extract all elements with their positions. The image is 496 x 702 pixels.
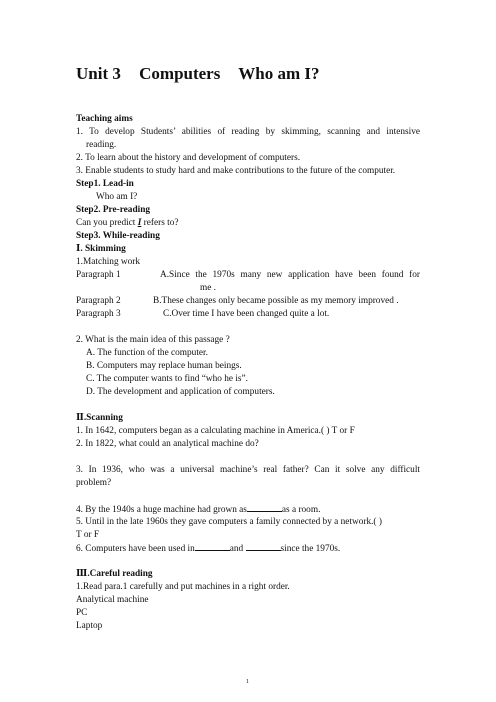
answer-blank[interactable]	[195, 542, 230, 551]
para1-cont: me .	[200, 283, 217, 293]
step2-text	[76, 217, 179, 229]
step1-text: Who am I?	[96, 192, 138, 202]
title-unit: Unit 3	[76, 64, 121, 83]
skimming-option-b: B. Computers may replace human beings.	[86, 361, 242, 371]
page-number: 1	[246, 679, 249, 685]
skimming-q2: 2. What is the main idea of this passage ?	[76, 335, 230, 345]
scanning-q5: 5. Until in the late 1960s they gave computers a family connected by a network.( )	[76, 517, 382, 527]
answer-blank[interactable]	[246, 542, 281, 551]
skimming-option-c: C. The computer wants to find “who he is”.	[86, 374, 248, 384]
aims-heading: Teaching aims	[76, 114, 133, 124]
aims-item-2: 2. To learn about the history and development of computers.	[76, 153, 301, 163]
step3-heading: Step3. While-reading	[76, 231, 160, 241]
scanning-heading: Ⅱ.Scanning	[76, 413, 123, 423]
para2-label: Paragraph 2	[76, 296, 121, 306]
scanning-q6-pre: 6. Computers have been used in	[76, 544, 195, 554]
skimming-option-a: A. The function of the computer.	[86, 348, 208, 358]
aims-item-1: 1. To develop Students’ abilities of reading by skimming, scanning and intensive	[76, 127, 420, 137]
aims-item-1-cont: reading.	[86, 140, 117, 150]
scanning-q6-post: since the 1970s.	[280, 544, 341, 554]
scanning-q1: 1. In 1642, computers began as a calculating machine in America.( ) T or F	[76, 426, 355, 436]
step2-text-i: I	[137, 218, 142, 228]
page-title	[76, 64, 334, 84]
scanning-q4-post: as a room.	[281, 505, 321, 515]
skimming-matching: 1.Matching work	[76, 257, 141, 267]
careful-item: Laptop	[76, 621, 103, 631]
step2-text-pre: Can you predict	[76, 218, 138, 228]
step1-heading: Step1. Lead-in	[76, 179, 134, 189]
scanning-q3: 3. In 1936, who was a universal machine’s real father? Can it solve any difficult	[76, 465, 420, 475]
scanning-q4-pre: 4. By the 1940s a huge machine had grown as	[76, 505, 247, 515]
para1-label: Paragraph 1	[76, 270, 121, 280]
answer-blank[interactable]	[247, 503, 282, 512]
para3-text: C.Over time I have been changed quite a lot.	[163, 309, 330, 319]
scanning-q4	[76, 503, 320, 516]
careful-q1: 1.Read para.1 carefully and put machines in a right order.	[76, 582, 290, 592]
para1-text: A.Since the 1970s many new application have been found for	[160, 270, 420, 280]
skimming-option-d: D. The development and application of computers.	[86, 387, 275, 397]
careful-heading: Ⅲ.Careful reading	[76, 569, 153, 579]
careful-item: PC	[76, 608, 88, 618]
scanning-q3-cont: problem?	[76, 478, 112, 488]
para2-text: B.These changes only became possible as my memory improved .	[153, 296, 399, 306]
scanning-q2: 2. In 1822, what could an analytical machine do?	[76, 439, 259, 449]
scanning-q6-mid: and	[229, 544, 244, 554]
scanning-q6	[76, 542, 340, 555]
scanning-q5-cont: T or F	[76, 530, 100, 540]
careful-item: Analytical machine	[76, 595, 149, 605]
aims-item-3: 3. Enable students to study hard and make contributions to the future of the computer.	[76, 166, 396, 176]
skimming-heading: Ⅰ. Skimming	[76, 244, 126, 254]
para3-label: Paragraph 3	[76, 309, 121, 319]
step2-text-post: refers to?	[141, 218, 179, 228]
step2-heading: Step2. Pre-reading	[76, 205, 151, 215]
title-lesson: Who am I?	[238, 64, 320, 83]
title-topic: Computers	[139, 64, 221, 83]
